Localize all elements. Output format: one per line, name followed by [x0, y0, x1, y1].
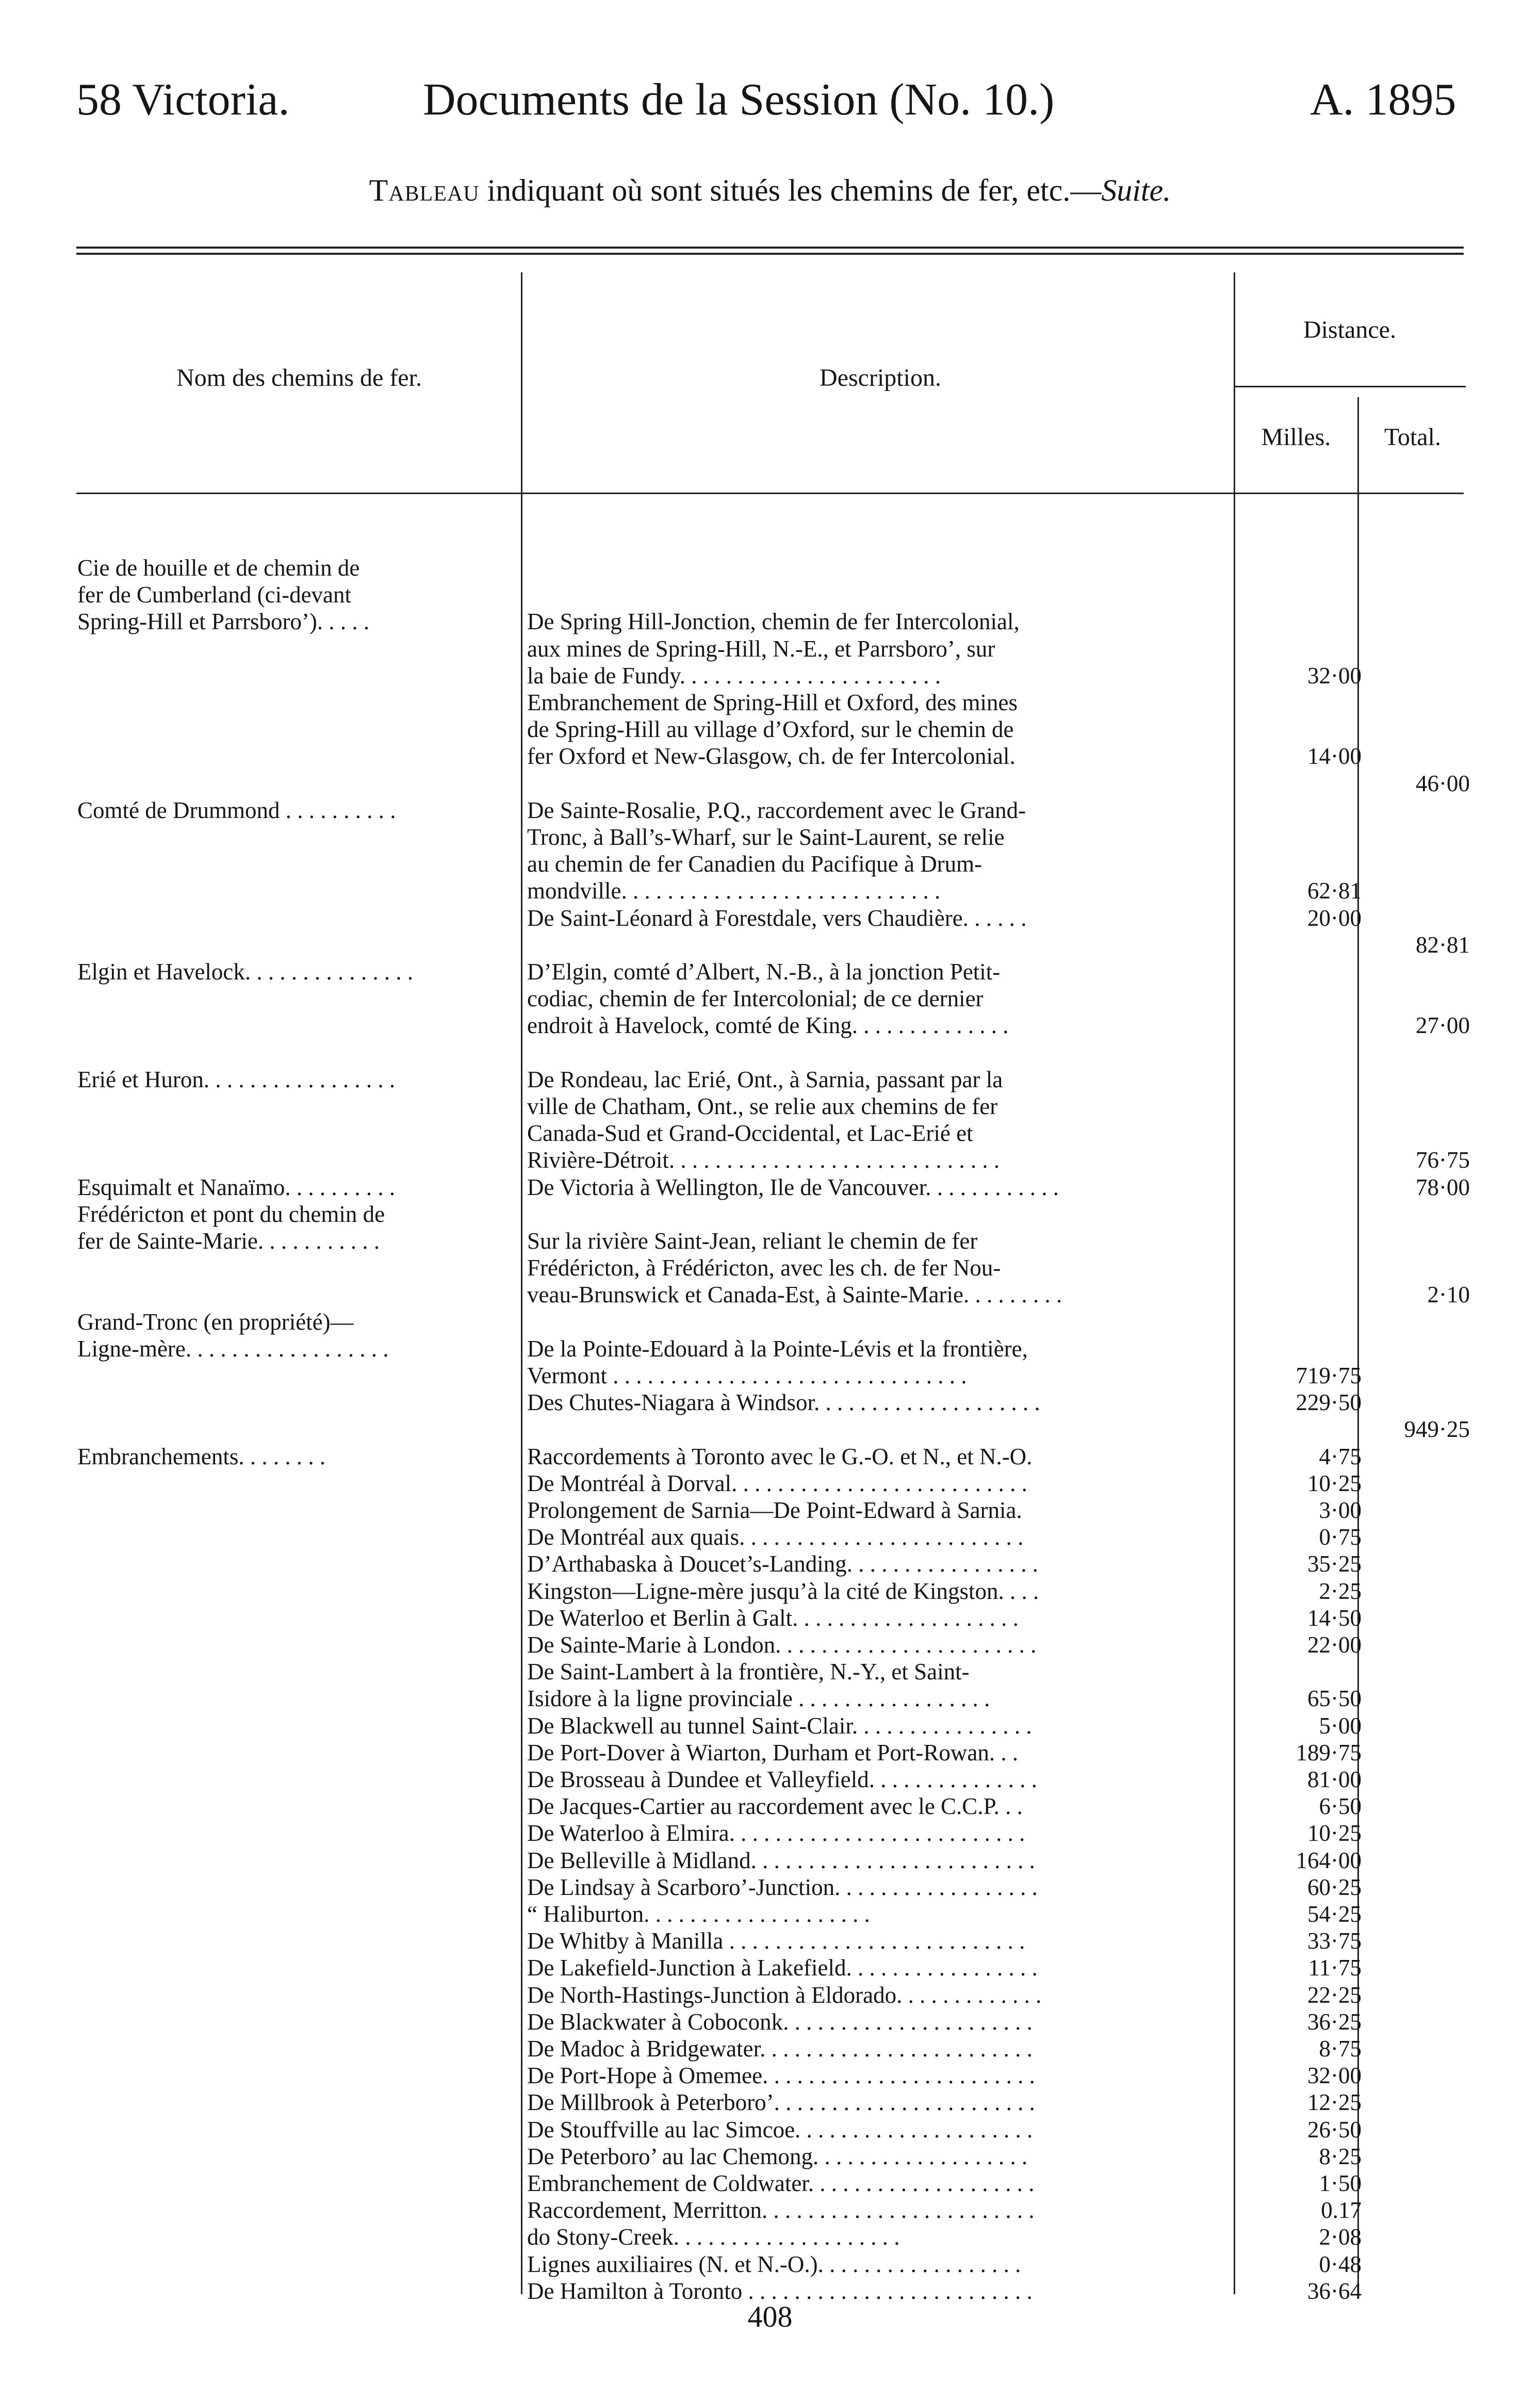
table-cell-miles: 10·25: [1307, 1820, 1362, 1846]
table-cell-miles: 65·50: [1307, 1686, 1362, 1711]
table-cell-description: De Millbrook à Peterboro’. . . . . . . . . . . . . . . . . . . . . . .: [527, 2089, 1035, 2115]
table-cell-miles: 36·64: [1307, 2278, 1362, 2304]
table-cell-miles: 5·00: [1319, 1713, 1362, 1739]
table-cell-miles: 32·00: [1307, 2063, 1362, 2088]
table-cell-total: 46·00: [1416, 771, 1470, 796]
table-cell-description: codiac, chemin de fer Intercolonial; de ce dernier: [527, 986, 984, 1011]
table-cell-miles: 8·25: [1319, 2144, 1362, 2169]
table-cell-description: De Stouffville au lac Simcoe. . . . . . . . . . . . . . . . . . . . .: [527, 2117, 1033, 2143]
table-cell-description: “ Haliburton. . . . . . . . . . . . . . . . . . . .: [527, 1901, 870, 1927]
table-cell-railway-name: Elgin et Havelock. . . . . . . . . . . . . . .: [77, 959, 414, 985]
table-cell-miles: 60·25: [1307, 1874, 1362, 1900]
column-header-miles: Milles.: [1261, 423, 1331, 451]
page-number: 408: [747, 2300, 793, 2333]
table-cell-miles: 4·75: [1319, 1444, 1362, 1469]
table-cell-miles: 32·00: [1307, 663, 1362, 689]
column-header-distance: Distance.: [1303, 316, 1396, 344]
table-cell-miles: 14·50: [1307, 1605, 1362, 1631]
table-cell-miles: 11·75: [1308, 1955, 1362, 1981]
table-cell-miles: 12·25: [1307, 2089, 1362, 2115]
table-cell-description: mondville. . . . . . . . . . . . . . . . . . . . . . . . . . . .: [527, 878, 941, 904]
table-cell-railway-name: Frédéricton et pont du chemin de: [77, 1201, 385, 1227]
table-cell-miles: 0·75: [1319, 1524, 1362, 1550]
column-header-total: Total.: [1384, 423, 1441, 451]
table-cell-miles: 0·48: [1319, 2251, 1362, 2277]
table-cell-railway-name: Esquimalt et Nanaïmo. . . . . . . . . .: [77, 1174, 396, 1200]
table-cell-description: D’Arthabaska à Doucet’s-Landing. . . . . . . . . . . . . . . . .: [527, 1551, 1039, 1577]
header-document-title: Documents de la Session (No. 10.): [423, 75, 1055, 125]
table-cell-description: De Madoc à Bridgewater. . . . . . . . . . . . . . . . . . . . . . . .: [527, 2036, 1033, 2062]
table-cell-description: De Saint-Léonard à Forestdale, vers Chaudière. . . . . .: [527, 905, 1027, 931]
table-cell-description: De Saint-Lambert à la frontière, N.-Y., et Saint-: [527, 1659, 970, 1685]
table-cell-miles: 22·00: [1307, 1632, 1362, 1658]
table-cell-miles: 3·00: [1319, 1497, 1362, 1523]
column-header-name: Nom des chemins de fer.: [176, 364, 422, 391]
top-double-rule-2: [76, 253, 1464, 255]
table-cell-description: De Blackwater à Coboconk. . . . . . . . . . . . . . . . . . . . . .: [527, 2009, 1033, 2035]
table-cell-miles: 54·25: [1307, 1901, 1362, 1927]
table-cell-miles: 14·00: [1307, 743, 1362, 769]
table-cell-miles: 81·00: [1307, 1767, 1362, 1792]
table-title-main: indiquant où sont situés les chemins de fer, etc.—: [479, 173, 1102, 207]
table-cell-description: Rivière-Détroit. . . . . . . . . . . . . . . . . . . . . . . . . . . . .: [527, 1147, 1000, 1173]
table-cell-railway-name: Comté de Drummond . . . . . . . . . .: [77, 797, 396, 823]
table-cell-description: Tronc, à Ball’s-Wharf, sur le Saint-Laurent, se relie: [527, 824, 1005, 850]
table-cell-description: De Montréal aux quais. . . . . . . . . . . . . . . . . . . . . . . . .: [527, 1524, 1024, 1550]
table-cell-description: Kingston—Ligne-mère jusqu’à la cité de Kingston. . . .: [527, 1578, 1039, 1604]
table-cell-miles: 26·50: [1307, 2117, 1362, 2143]
table-cell-railway-name: Embranchements. . . . . . . .: [77, 1444, 326, 1469]
table-cell-miles: 33·75: [1307, 1928, 1362, 1954]
table-cell-description: De Spring Hill-Jonction, chemin de fer Intercolonial,: [527, 609, 1020, 634]
table-cell-description: De Port-Hope à Omemee. . . . . . . . . . . . . . . . . . . . . . . .: [527, 2063, 1035, 2088]
header-bottom-rule: [76, 493, 1464, 494]
table-cell-description: De la Pointe-Edouard à la Pointe-Lévis et la frontière,: [527, 1336, 1028, 1362]
table-cell-description: Frédéricton, à Frédéricton, avec les ch. de fer Nou-: [527, 1255, 1001, 1281]
table-cell-description: De Hamilton à Toronto . . . . . . . . . . . . . . . . . . . . . . . . .: [527, 2278, 1033, 2304]
table-title-smallcaps: Tableau: [369, 173, 480, 207]
table-cell-miles: 22·25: [1307, 1982, 1362, 2008]
table-cell-miles: 1·50: [1319, 2170, 1362, 2196]
table-cell-miles: 2·08: [1319, 2224, 1362, 2250]
table-cell-railway-name: Ligne-mère. . . . . . . . . . . . . . . . . .: [77, 1336, 389, 1362]
table-cell-description: Sur la rivière Saint-Jean, reliant le chemin de fer: [527, 1228, 978, 1254]
table-cell-description: De Sainte-Rosalie, P.Q., raccordement avec le Grand-: [527, 797, 1026, 823]
table-cell-miles: 0.17: [1321, 2197, 1362, 2223]
table-cell-description: De Montréal à Dorval. . . . . . . . . . . . . . . . . . . . . . . . . .: [527, 1470, 1027, 1496]
table-cell-description: Raccordements à Toronto avec le G.-O. et N., et N.-O.: [527, 1444, 1033, 1469]
table-cell-miles: 189·75: [1296, 1740, 1362, 1766]
table-cell-description: De Sainte-Marie à London. . . . . . . . . . . . . . . . . . . . . . .: [527, 1632, 1037, 1658]
table-cell-railway-name: fer de Sainte-Marie. . . . . . . . . . .: [77, 1228, 380, 1254]
table-cell-description: veau-Brunswick et Canada-Est, à Sainte-Marie. . . . . . . . .: [527, 1282, 1062, 1308]
table-cell-railway-name: Grand-Tronc (en propriété)—: [77, 1309, 354, 1335]
column-header-description: Description.: [820, 364, 941, 391]
table-cell-railway-name: fer de Cumberland (ci-devant: [77, 582, 352, 608]
table-cell-railway-name: Cie de houille et de chemin de: [77, 555, 360, 581]
table-cell-description: de Spring-Hill au village d’Oxford, sur le chemin de: [527, 716, 1014, 742]
table-cell-description: Vermont . . . . . . . . . . . . . . . . . . . . . . . . . . . . . . .: [527, 1363, 967, 1388]
table-cell-description: Lignes auxiliaires (N. et N.-O.). . . . . . . . . . . . . . . . . .: [527, 2251, 1021, 2277]
table-cell-description: fer Oxford et New-Glasgow, ch. de fer Intercolonial.: [527, 743, 1015, 769]
table-cell-description: De North-Hastings-Junction à Eldorado. . . . . . . . . . . . .: [527, 1982, 1042, 2008]
table-cell-description: Isidore à la ligne provinciale . . . . . . . . . . . . . . . . .: [527, 1686, 990, 1711]
column-divider-name-desc: [521, 272, 522, 2294]
distance-subheader-rule: [1234, 386, 1466, 387]
header-session-year: 58 Victoria.: [76, 75, 290, 125]
table-cell-description: do Stony-Creek. . . . . . . . . . . . . . . . . . . .: [527, 2224, 900, 2250]
table-cell-description: aux mines de Spring-Hill, N.-E., et Parrsboro’, sur: [527, 636, 995, 662]
table-title-italic: Suite.: [1101, 173, 1171, 207]
table-cell-description: De Lakefield-Junction à Lakefield. . . . . . . . . . . . . . . . .: [527, 1955, 1038, 1981]
table-cell-total: 2·10: [1427, 1282, 1470, 1308]
table-cell-description: De Peterboro’ au lac Chemong. . . . . . . . . . . . . . . . . . .: [527, 2144, 1028, 2169]
table-cell-miles: 6·50: [1319, 1793, 1362, 1819]
table-cell-total: 949·25: [1404, 1416, 1470, 1442]
table-cell-description: Canada-Sud et Grand-Occidental, et Lac-Erié et: [527, 1120, 973, 1146]
table-cell-total: 78·00: [1416, 1174, 1470, 1200]
table-cell-miles: 229·50: [1296, 1390, 1362, 1415]
table-cell-description: au chemin de fer Canadien du Pacifique à Drum-: [527, 851, 982, 877]
table-cell-description: De Waterloo et Berlin à Galt. . . . . . . . . . . . . . . . . . . .: [527, 1605, 1019, 1631]
table-cell-total: 27·00: [1416, 1012, 1470, 1038]
table-cell-miles: 8·75: [1319, 2036, 1362, 2062]
table-cell-miles: 36·25: [1307, 2009, 1362, 2035]
table-cell-description: Raccordement, Merritton. . . . . . . . . . . . . . . . . . . . . . . .: [527, 2197, 1035, 2223]
table-cell-total: 82·81: [1416, 932, 1470, 958]
table-cell-description: la baie de Fundy. . . . . . . . . . . . . . . . . . . . . . .: [527, 663, 941, 689]
table-cell-railway-name: Erié et Huron. . . . . . . . . . . . . . . . .: [77, 1067, 396, 1092]
table-cell-description: De Jacques-Cartier au raccordement avec le C.C.P. . .: [527, 1793, 1023, 1819]
table-cell-description: De Victoria à Wellington, Ile de Vancouver. . . . . . . . . . . .: [527, 1174, 1059, 1200]
header-year-code: A. 1895: [1310, 75, 1456, 125]
column-divider-desc-miles: [1234, 272, 1235, 2294]
table-cell-miles: 2·25: [1319, 1578, 1362, 1604]
table-cell-description: De Whitby à Manilla . . . . . . . . . . . . . . . . . . . . . . . . . .: [527, 1928, 1025, 1954]
table-cell-description: De Rondeau, lac Erié, Ont., à Sarnia, passant par la: [527, 1067, 1003, 1092]
table-title: [0, 173, 1540, 208]
table-cell-description: Embranchement de Spring-Hill et Oxford, des mines: [527, 690, 1018, 715]
table-cell-description: De Lindsay à Scarboro’-Junction. . . . . . . . . . . . . . . . . .: [527, 1874, 1038, 1900]
table-cell-description: ville de Chatham, Ont., se relie aux chemins de fer: [527, 1093, 998, 1119]
top-double-rule-1: [76, 247, 1464, 249]
table-cell-miles: 719·75: [1296, 1363, 1362, 1388]
table-cell-description: De Belleville à Midland. . . . . . . . . . . . . . . . . . . . . . . . .: [527, 1848, 1035, 1873]
table-cell-miles: 62·81: [1307, 878, 1362, 904]
table-cell-description: D’Elgin, comté d’Albert, N.-B., à la jonction Petit-: [527, 959, 1001, 985]
table-cell-miles: 35·25: [1307, 1551, 1362, 1577]
table-cell-description: De Waterloo à Elmira. . . . . . . . . . . . . . . . . . . . . . . . . .: [527, 1820, 1025, 1846]
table-cell-description: De Blackwell au tunnel Saint-Clair. . . . . . . . . . . . . . . .: [527, 1713, 1032, 1739]
table-cell-railway-name: Spring-Hill et Parrsboro’). . . . .: [77, 609, 370, 634]
table-cell-description: De Port-Dover à Wiarton, Durham et Port-Rowan. . .: [527, 1740, 1019, 1766]
table-cell-miles: 10·25: [1307, 1470, 1362, 1496]
table-cell-total: 76·75: [1416, 1147, 1470, 1173]
table-cell-miles: 20·00: [1307, 905, 1362, 931]
table-cell-description: Des Chutes-Niagara à Windsor. . . . . . . . . . . . . . . . . . . .: [527, 1390, 1040, 1415]
table-cell-description: endroit à Havelock, comté de King. . . . . . . . . . . . . .: [527, 1012, 1009, 1038]
table-cell-description: De Brosseau à Dundee et Valleyfield. . . . . . . . . . . . . . .: [527, 1767, 1037, 1792]
table-cell-miles: 164·00: [1296, 1848, 1362, 1873]
table-cell-description: Prolongement de Sarnia—De Point-Edward à Sarnia.: [527, 1497, 1022, 1523]
table-cell-description: Embranchement de Coldwater. . . . . . . . . . . . . . . . . . . .: [527, 2170, 1035, 2196]
